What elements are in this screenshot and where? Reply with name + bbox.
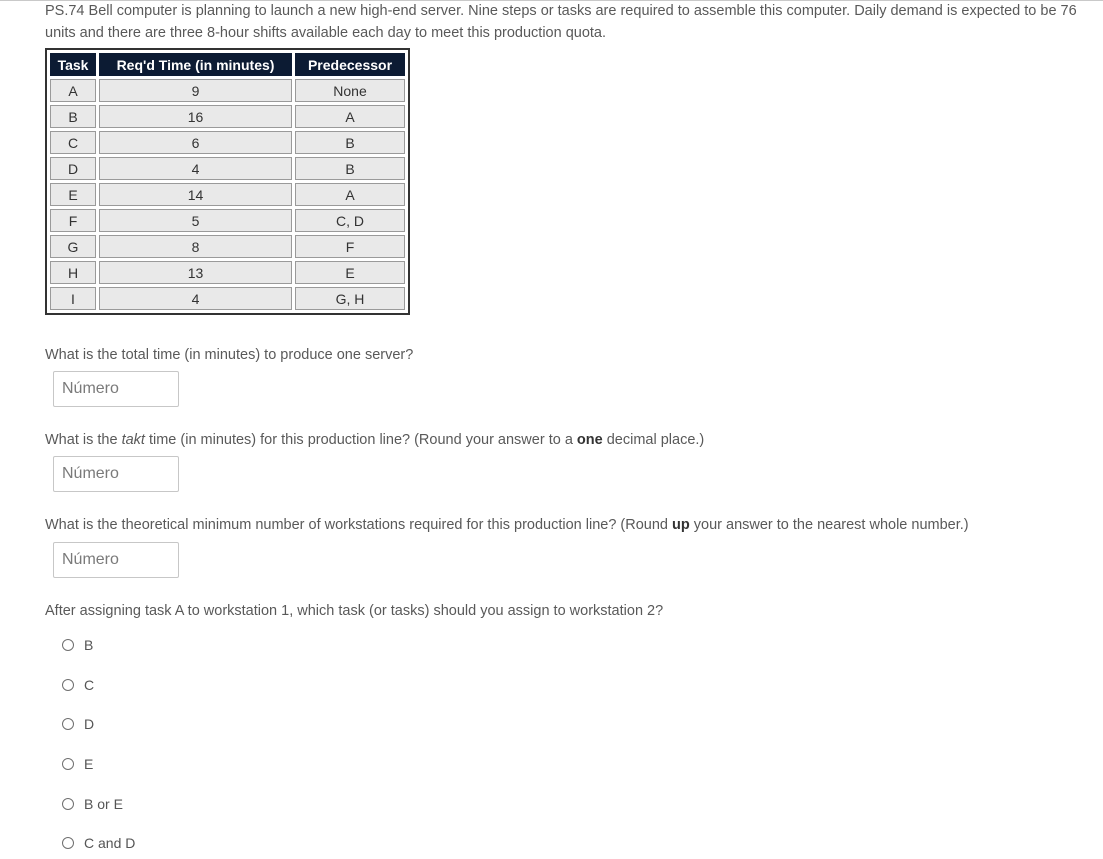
option-c-and-d[interactable] bbox=[62, 835, 135, 851]
cell-predecessor: C, D bbox=[295, 209, 405, 232]
question-min-workstations bbox=[45, 517, 969, 533]
radio-button[interactable] bbox=[62, 718, 74, 730]
option-label: E bbox=[84, 756, 94, 772]
cell-time: 5 bbox=[99, 209, 292, 232]
question-takt-time bbox=[45, 432, 704, 448]
option-label: C bbox=[84, 677, 95, 693]
table-row bbox=[50, 157, 405, 180]
option-label: B or E bbox=[84, 796, 123, 812]
header-time: Req'd Time (in minutes) bbox=[99, 53, 292, 76]
table-row bbox=[50, 261, 405, 284]
cell-time: 6 bbox=[99, 131, 292, 154]
cell-time: 16 bbox=[99, 105, 292, 128]
option-c[interactable] bbox=[62, 677, 94, 693]
cell-task: F bbox=[50, 209, 96, 232]
min-workstations-input[interactable] bbox=[53, 542, 179, 578]
takt-time-input[interactable] bbox=[53, 456, 179, 492]
table-row bbox=[50, 105, 405, 128]
header-predecessor: Predecessor bbox=[295, 53, 405, 76]
q2-text-mid: time (in minutes) for this production line? (Round your answer to a bbox=[144, 432, 577, 448]
header-task: Task bbox=[50, 53, 96, 76]
q2-text-pre: What is the bbox=[45, 432, 122, 448]
cell-predecessor: F bbox=[295, 235, 405, 258]
radio-button[interactable] bbox=[62, 837, 74, 849]
cell-time: 4 bbox=[99, 157, 292, 180]
cell-time: 9 bbox=[99, 79, 292, 102]
option-label: D bbox=[84, 716, 95, 732]
total-time-input[interactable] bbox=[53, 371, 179, 407]
table-header-row bbox=[50, 53, 405, 76]
cell-predecessor: A bbox=[295, 183, 405, 206]
option-b-or-e[interactable] bbox=[62, 796, 123, 812]
cell-predecessor: G, H bbox=[295, 287, 405, 310]
cell-task: G bbox=[50, 235, 96, 258]
cell-time: 8 bbox=[99, 235, 292, 258]
q2-text-bold: one bbox=[576, 432, 603, 448]
table-row bbox=[50, 183, 405, 206]
option-d[interactable] bbox=[62, 716, 94, 732]
cell-time: 4 bbox=[99, 287, 292, 310]
cell-task: E bbox=[50, 183, 96, 206]
option-e[interactable] bbox=[62, 756, 93, 772]
cell-task: I bbox=[50, 287, 96, 310]
task-table bbox=[45, 48, 410, 315]
table-row bbox=[50, 131, 405, 154]
q2-text-emphasis: takt bbox=[121, 432, 145, 448]
table-row bbox=[50, 209, 405, 232]
cell-predecessor: B bbox=[295, 157, 405, 180]
cell-predecessor: B bbox=[295, 131, 405, 154]
option-b[interactable] bbox=[62, 637, 93, 653]
cell-predecessor: None bbox=[295, 79, 405, 102]
q2-text-post: decimal place.) bbox=[602, 432, 705, 448]
table-row bbox=[50, 235, 405, 258]
cell-task: B bbox=[50, 105, 96, 128]
radio-button[interactable] bbox=[62, 639, 74, 651]
q3-text-post: your answer to the nearest whole number.) bbox=[689, 517, 969, 533]
cell-task: A bbox=[50, 79, 96, 102]
cell-time: 14 bbox=[99, 183, 292, 206]
question-total-time: What is the total time (in minutes) to produce one server? bbox=[45, 347, 414, 363]
table-row bbox=[50, 287, 405, 310]
problem-statement: PS.74 Bell computer is planning to launch a new high-end server. Nine steps or tasks are required to assemble this computer. Daily demand is expected to be 76 units and there are three 8-hour shifts available each day to meet this production quota. bbox=[45, 3, 1077, 41]
cell-task: D bbox=[50, 157, 96, 180]
option-label: B bbox=[84, 637, 94, 653]
q3-text-pre: What is the theoretical minimum number of workstations required for this production line? (Round bbox=[45, 517, 673, 533]
radio-button[interactable] bbox=[62, 679, 74, 691]
option-label: C and D bbox=[84, 835, 136, 851]
question-workstation-2: After assigning task A to workstation 1, which task (or tasks) should you assign to workstation 2? bbox=[45, 603, 664, 619]
q3-text-bold: up bbox=[672, 517, 690, 533]
table-row bbox=[50, 79, 405, 102]
cell-task: C bbox=[50, 131, 96, 154]
cell-task: H bbox=[50, 261, 96, 284]
cell-predecessor: A bbox=[295, 105, 405, 128]
radio-button[interactable] bbox=[62, 758, 74, 770]
cell-predecessor: E bbox=[295, 261, 405, 284]
radio-button[interactable] bbox=[62, 798, 74, 810]
cell-time: 13 bbox=[99, 261, 292, 284]
